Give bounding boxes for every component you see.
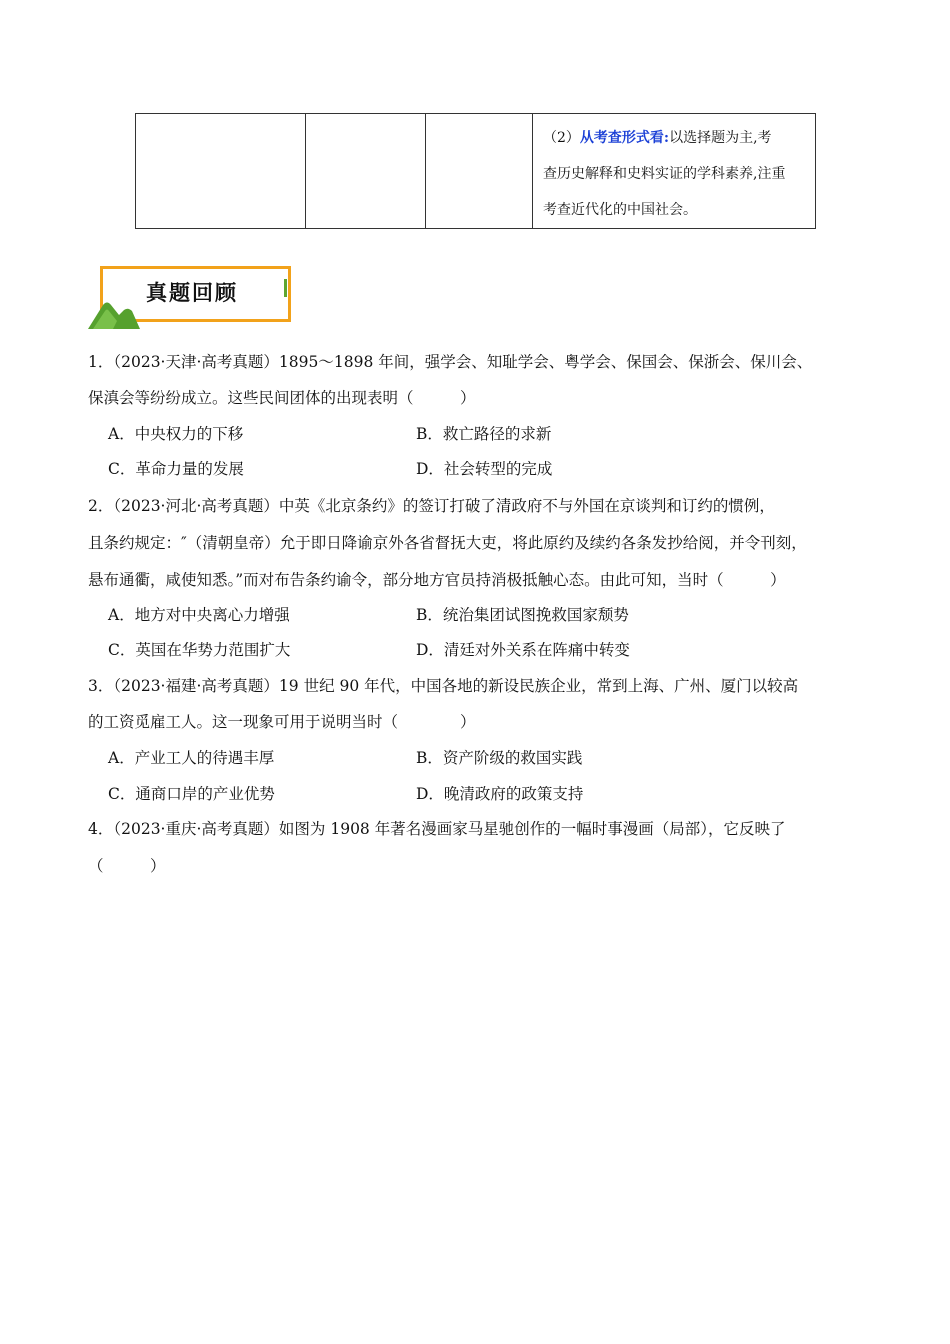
question-2-line-3: 悬布通衢，咸使知悉。”而对布告条约谕令，部分地方官员持消极抵触心态。由此可知，当时（ ） xyxy=(88,571,786,589)
table-cell-empty-1 xyxy=(136,114,306,229)
cell-colon: : xyxy=(663,130,670,146)
table-cell-empty-3 xyxy=(426,114,533,229)
banner-title: 真题回顾 xyxy=(146,281,238,305)
question-3-option-b[interactable]: B．资产阶级的救国实践 xyxy=(416,749,583,767)
cell-line-1: 以选择题为主,考 xyxy=(669,130,772,146)
table-cell-analysis xyxy=(533,114,816,229)
exam-analysis-table xyxy=(135,113,816,229)
question-4-line-1: 4．（2023·重庆·高考真题）如图为 1908 年著名漫画家马星驰创作的一幅时事漫画（局部），它反映了 xyxy=(88,820,786,838)
question-1-option-d[interactable]: D．社会转型的完成 xyxy=(416,460,553,478)
question-2-option-c[interactable]: C．英国在华势力范围扩大 xyxy=(108,641,291,659)
question-2-line-2: 且条约规定：″（清朝皇帝）允于即日降谕京外各省督抚大吏，将此原约及续约各条发抄给阅，并令刊刻， xyxy=(88,534,807,552)
question-1-option-c[interactable]: C．革命力量的发展 xyxy=(108,460,244,478)
question-2-option-a[interactable]: A．地方对中央离心力增强 xyxy=(108,606,290,624)
table-cell-empty-2 xyxy=(306,114,426,229)
question-1-line-1: 1．（2023·天津·高考真题）1895～1898 年间，强学会、知耻学会、粤学会、保国会、保浙会、保川会、 xyxy=(88,353,813,371)
question-1-line-2: 保滇会等纷纷成立。这些民间团体的出现表明（ ） xyxy=(88,389,476,407)
question-3-line-1: 3．（2023·福建·高考真题）19 世纪 90 年代，中国各地的新设民族企业，常到上海、广州、厦门以较高 xyxy=(88,677,799,695)
mountain-icon xyxy=(88,299,140,329)
question-1-option-a[interactable]: A．中央权力的下移 xyxy=(108,425,244,443)
question-2-option-b[interactable]: B．统治集团试图挽救国家颓势 xyxy=(416,606,629,624)
question-3-option-d[interactable]: D．晚清政府的政策支持 xyxy=(416,785,584,803)
banner-accent-bar xyxy=(284,279,287,297)
cell-highlight: 从考查形式看 xyxy=(579,130,664,146)
question-3-option-a[interactable]: A．产业工人的待遇丰厚 xyxy=(108,749,275,767)
cell-line-3: 考查近代化的中国社会。 xyxy=(543,202,697,218)
question-2-line-1: 2．（2023·河北·高考真题）中英《北京条约》的签订打破了清政府不与外国在京谈判和订约的惯例， xyxy=(88,497,775,515)
question-1-option-b[interactable]: B．救亡路径的求新 xyxy=(416,425,552,443)
cell-prefix: （2） xyxy=(543,130,580,146)
question-2-option-d[interactable]: D．清廷对外关系在阵痛中转变 xyxy=(416,641,630,659)
question-3-option-c[interactable]: C．通商口岸的产业优势 xyxy=(108,785,275,803)
cell-line-2: 查历史解释和史料实证的学科素养,注重 xyxy=(543,166,786,182)
question-3-line-2: 的工资觅雇工人。这一现象可用于说明当时（ ） xyxy=(88,713,476,731)
question-4-line-2: （ ） xyxy=(88,857,166,875)
section-banner xyxy=(88,263,300,329)
